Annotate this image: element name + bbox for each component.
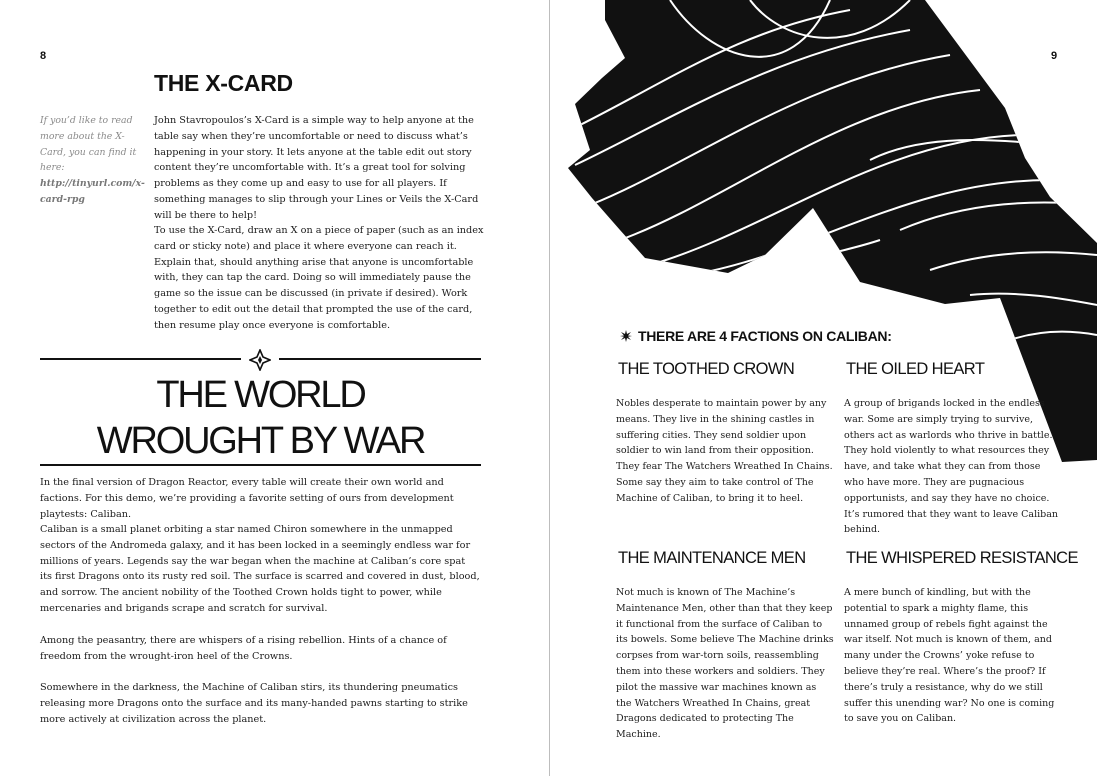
sidenote-link[interactable]: http://tinyurl.com/x-card-rpg [40, 178, 145, 205]
factions-heading [620, 328, 892, 344]
faction-desc-whispered-resistance: A mere bunch of kindling, but with the potential to spark a mighty flame, this unnamed group of rebels fight against the war itself. Not much is known of them, and many under the Crowns’ yoke refuse to believe they’re real. Where’s the proof? If there’s truly a resistance, why do we still suffer this unending war? No one is coming to save you on Caliban. [844, 587, 1055, 725]
world-paragraph-3: Among the peasantry, there are whispers of a rising rebellion. Hints of a chance of freedom from the wrought-iron heel of the Crowns. [40, 635, 447, 662]
faction-name-whispered-resistance: THE WHISPERED RESISTANCE [846, 549, 1078, 567]
world-paragraph-4: Somewhere in the darkness, the Machine of Caliban stirs, its thundering pneumatics releasing more Dragons onto the surface and its many-handed pawns starting to strike more actively at civilization across the planet. [40, 682, 468, 725]
sidenote-intro: If you’d like to read more about the X-Card, you can find it here: [40, 115, 137, 174]
xcard-sidenote [40, 113, 145, 208]
faction-name-maintenance-men: THE MAINTENANCE MEN [618, 549, 806, 567]
factions-heading-text: THERE ARE 4 FACTIONS ON CALIBAN: [638, 328, 892, 344]
world-paragraph-1: In the final version of Dragon Reactor, every table will create their own world and factions. For this demo, we’re providing a favorite setting of ours from development playtests: Caliban. [40, 477, 454, 520]
divider-left [40, 358, 241, 360]
star-burst-icon [620, 330, 632, 342]
diamond-ornament-icon [249, 349, 271, 371]
xcard-heading: THE X-CARD [154, 70, 293, 96]
xcard-paragraph-1: John Stavropoulos’s X-Card is a simple way to help anyone at the table say when they’re uncomfortable or need to discuss what’s happening in your story. It lets anyone at the table edit out story content they’re uncomfortable with. It’s a great tool for solving problems as they come up and easy to use for all players. If something manages to slip through your Lines or Veils the X-Card will be there to help! [154, 115, 479, 221]
page-number-right: 9 [1051, 50, 1058, 62]
right-page [550, 0, 1097, 776]
faction-desc-oiled-heart: A group of brigands locked in the endless war. Some are simply trying to survive, others act as warlords who thrive in battle. They hold violently to what resources they have, and take what they can from those who have more. They are pugnacious opportunists, and say they have no choice. It’s rumored that they want to leave Caliban behind. [844, 398, 1059, 536]
faction-desc-maintenance-men: Not much is known of The Machine’s Maintenance Men, other than that they keep it functional from the surface of Caliban to its bowels. Some believe The Machine drinks corpses from war-torn soils, reassembling them into these workers and soldiers. They pilot the massive war machines known as the Watchers Wreathed In Chains, great Dragons dedicated to protecting The Machine. [616, 587, 834, 741]
page-number-left: 8 [40, 50, 47, 62]
faction-name-toothed-crown: THE TOOTHED CROWN [618, 360, 795, 378]
world-title-line-2: WROUGHT BY WAR [96, 420, 425, 462]
divider-under-title [40, 464, 481, 466]
divider-right [279, 358, 481, 360]
faction-name-oiled-heart: THE OILED HEART [846, 360, 985, 378]
world-title-line-1: THE WORLD [156, 374, 365, 416]
xcard-paragraph-2: To use the X-Card, draw an X on a piece of paper (such as an index card or sticky note) and place it where everyone can reach it. Explain that, should anything arise that anyone is uncomfortable with, they can tap the card. Doing so will immediately pause the game so the issue can be discussed (in private if desired). Work together to edit out the detail that prompted the use of the card, then resume play once everyone is comfortable. [154, 225, 484, 331]
world-title [40, 372, 481, 464]
faction-desc-toothed-crown: Nobles desperate to maintain power by any means. They live in the shining castles in suffering cities. They send soldier upon soldier to win land from their opposition. They fear The Watchers Wreathed In Chains. Some say they aim to take control of The Machine of Caliban, to bring it to heel. [616, 398, 833, 504]
world-paragraph-2: Caliban is a small planet orbiting a star named Chiron somewhere in the unmapped sectors of the Andromeda galaxy, and it has been locked in a seemingly endless war for millions of years. Legends say the war began when the machine at Caliban’s core spat its first Dragons onto its rusty red soil. The surface is scarred and covered in dust, blood, and sorrow. The ancient nobility of the Toothed Crown holds tight to power, while mercenaries and brigands scrape and scratch for survival. [40, 524, 480, 614]
